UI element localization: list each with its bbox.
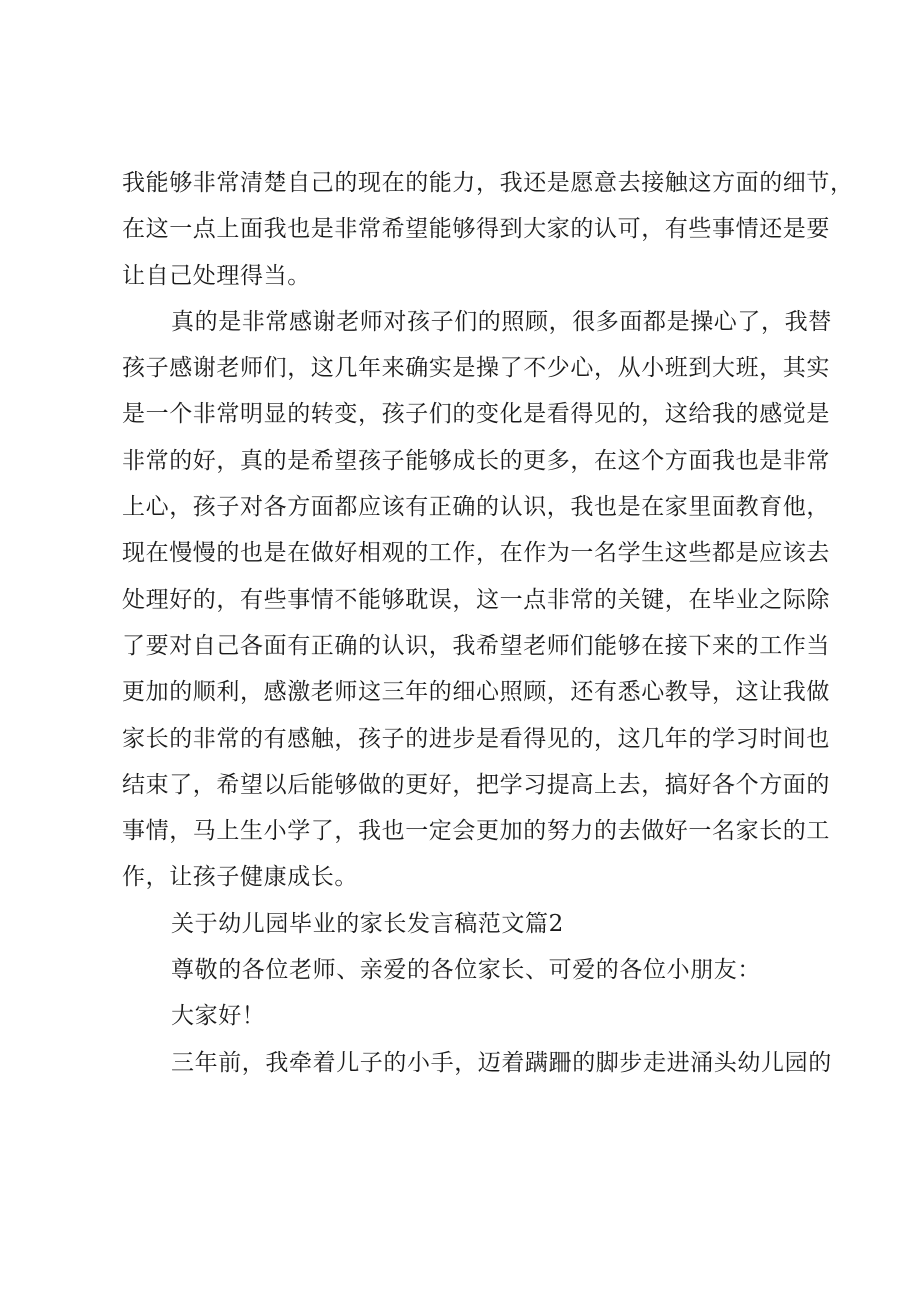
- body-text-line: 作，让孩子健康成长。: [122, 864, 358, 891]
- salutation-line: 尊敬的各位老师、亲爱的各位家长、可爱的各位小朋友：: [171, 957, 761, 984]
- body-text-line: 更加的顺利，感激老师这三年的细心照顾，还有悉心教导，这让我做: [122, 679, 830, 706]
- body-text-line: 让自己处理得当。: [122, 262, 311, 289]
- body-text-line: 家长的非常的有感触，孩子的进步是看得见的，这几年的学习时间也: [122, 725, 830, 752]
- body-text-line: 在这一点上面我也是非常希望能够得到大家的认可，有些事情还是要: [122, 216, 830, 243]
- body-text-line: 我能够非常清楚自己的现在的能力，我还是愿意去接触这方面的细节，: [122, 170, 854, 196]
- body-text-line: 上心，孩子对各方面都应该有正确的认识，我也是在家里面教育他，: [122, 494, 830, 521]
- body-text-line: 事情，马上生小学了，我也一定会更加的努力的去做好一名家长的工: [122, 818, 830, 845]
- greeting-line: 大家好！: [171, 1003, 266, 1030]
- body-text-line: 现在慢慢的也是在做好相观的工作，在作为一名学生这些都是应该去: [122, 540, 830, 567]
- document-body: [122, 160, 854, 1086]
- section-heading: 关于幼儿园毕业的家长发言稿范文篇2: [171, 910, 564, 937]
- body-text-line: 孩子感谢老师们，这几年来确实是操了不少心，从小班到大班，其实: [122, 355, 830, 382]
- body-text-line: 结束了，希望以后能够做的更好，把学习提高上去，搞好各个方面的: [122, 771, 830, 798]
- body-text-line: 真的是非常感谢老师对孩子们的照顾，很多面都是操心了，我替: [171, 308, 832, 335]
- body-text-line: 三年前，我牵着儿子的小手，迈着蹒跚的脚步走进涌头幼儿园的: [171, 1049, 832, 1076]
- body-text-line: 处理好的，有些事情不能够耽误，这一点非常的关键，在毕业之际除: [122, 586, 830, 613]
- body-text-line: 了要对自己各面有正确的认识，我希望老师们能够在接下来的工作当: [122, 632, 830, 659]
- body-text-line: 非常的好，真的是希望孩子能够成长的更多，在这个方面我也是非常: [122, 447, 830, 474]
- body-text-line: 是一个非常明显的转变，孩子们的变化是看得见的，这给我的感觉是: [122, 401, 830, 428]
